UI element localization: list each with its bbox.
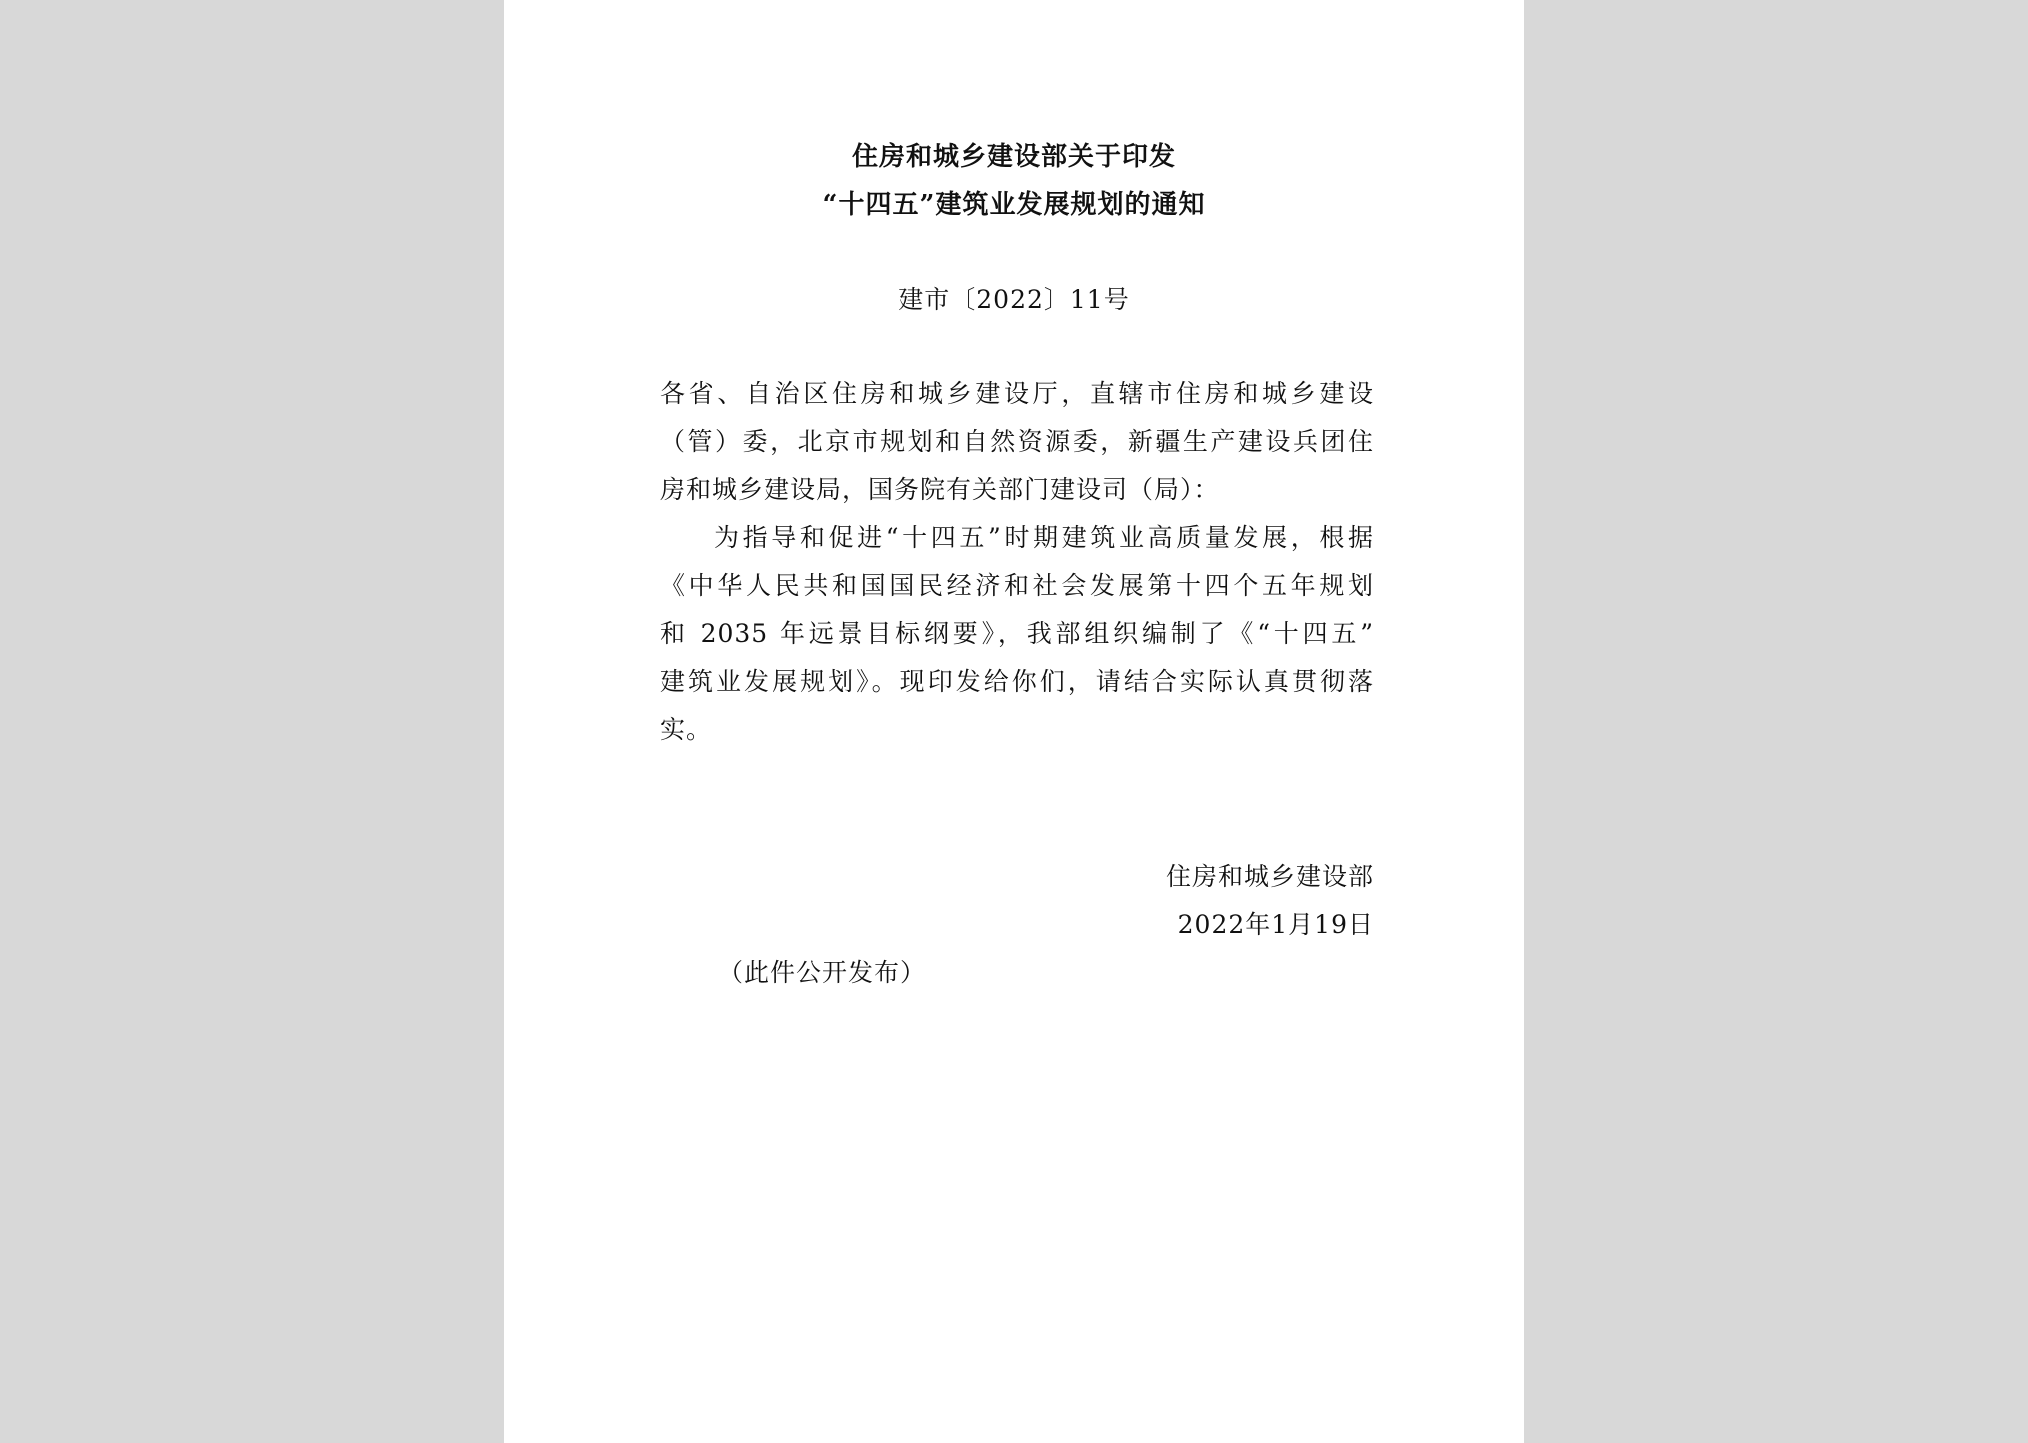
document-page (504, 0, 1524, 1443)
body-line-5: 《中华人民共和国国民经济和社会发展第十四个五年规划 (660, 571, 1374, 600)
release-note: （此件公开发布） (718, 958, 927, 987)
body-line-3: 房和城乡建设局，国务院有关部门建设司（局）： (660, 475, 1220, 504)
signature: 住房和城乡建设部 (1165, 862, 1374, 891)
body-line-6: 和 2035 年远景目标纲要》，我部组织编制了《“十四五” (660, 619, 1374, 648)
issue-date: 2022年1月19日 (1177, 910, 1374, 939)
body-line-4: 为指导和促进“十四五”时期建筑业高质量发展，根据 (714, 523, 1374, 552)
body-line-1: 各省、自治区住房和城乡建设厅，直辖市住房和城乡建设 (660, 379, 1374, 408)
body-line-7: 建筑业发展规划》。现印发给你们，请结合实际认真贯彻落 (660, 667, 1374, 696)
body-line-8: 实。 (660, 715, 713, 744)
body-line-2: （管）委，北京市规划和自然资源委，新疆生产建设兵团住 (660, 427, 1374, 456)
document-number: 建市〔2022〕11号 (898, 285, 1130, 314)
title-line-2: “十四五”建筑业发展规划的通知 (822, 190, 1206, 220)
title-line-1: 住房和城乡建设部关于印发 (851, 142, 1176, 172)
